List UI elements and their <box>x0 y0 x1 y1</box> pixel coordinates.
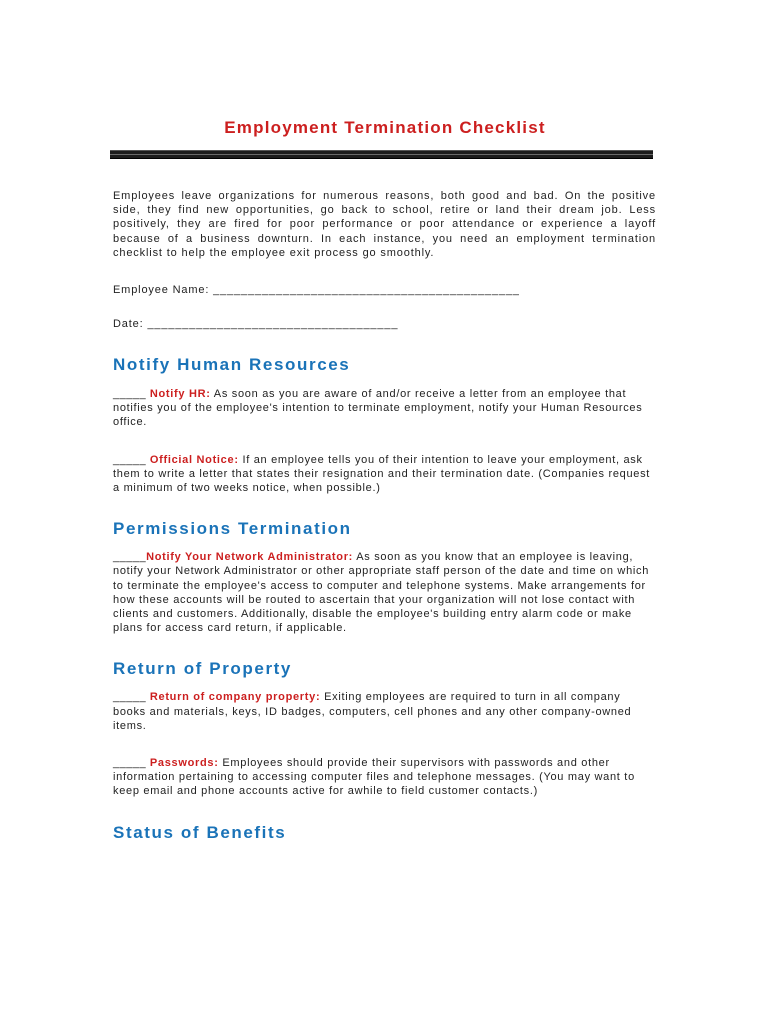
document-title: Employment Termination Checklist <box>224 118 546 137</box>
section-title-return-property: Return of Property <box>113 659 292 679</box>
title-divider <box>110 150 653 159</box>
document-body <box>113 189 656 843</box>
employee-name-field: Employee Name: ____________________________________________ <box>113 284 520 297</box>
item-text: As soon as you know that an employee is leaving, notify your Network Administrator or other appropriate staff person of the date and time on which to terminate the employee's access to computer and telephone systems. Make arrangements for how these accounts will be routed to ascertain that your organization will not lose contact with clients and customers. Additionally, disable the employee's building entry alarm code or make plans for access card return, if applicable. <box>113 551 650 635</box>
item-label: Return of company property: <box>149 691 321 704</box>
checklist-item-passwords <box>113 756 656 799</box>
checkbox-blank: _____ <box>113 453 147 466</box>
checklist-item-company-property <box>113 690 656 733</box>
item-label: Notify HR: <box>149 388 211 401</box>
item-label: Passwords: <box>149 757 219 770</box>
checkbox-blank: _____ <box>113 757 147 770</box>
checkbox-blank: _____ <box>113 691 147 704</box>
section-title-notify-hr: Notify Human Resources <box>113 355 351 375</box>
section-title-benefits: Status of Benefits <box>113 822 287 842</box>
section-title-permissions: Permissions Termination <box>113 519 352 539</box>
checklist-item-official-notice <box>113 453 656 496</box>
item-text: Exiting employees are required to turn in all company books and materials, keys, ID badges, computers, cell phones and any other company-owned items. <box>113 691 632 732</box>
checklist-item-network-admin <box>113 550 656 635</box>
checklist-item-notify-hr <box>113 387 656 430</box>
item-text: If an employee tells you of their intention to leave your employment, ask them to write a letter that states their resignation and their termination date. (Companies request a minimum of two weeks notice, when possible.) <box>113 453 651 495</box>
checkbox-blank: _____ <box>113 551 147 564</box>
item-label: Official Notice: <box>149 453 239 466</box>
date-field: Date: ____________________________________ <box>113 318 399 331</box>
item-text: Employees should provide their supervisors with passwords and other information pertaining to accessing computer files and telephone messages. (You may want to keep email and phone accounts active for awhile to field customer contacts.) <box>113 757 635 798</box>
checkbox-blank: _____ <box>113 388 147 401</box>
item-label: Notify Your Network Administrator: <box>146 551 354 564</box>
item-text: As soon as you are aware of and/or receive a letter from an employee that notifies you of the employee's intention to terminate employment, notify your Human Resources office. <box>113 388 643 429</box>
intro-paragraph: Employees leave organizations for numerous reasons, both good and bad. On the positive side, they find new opportunities, go back to school, retire or land their dream job. Less positively, they are fired for poor performance or poor attendance or experience a layoff because of a business downturn. In each instance, you need an employment termination checklist to help the employee exit process go smoothly. <box>113 190 656 259</box>
